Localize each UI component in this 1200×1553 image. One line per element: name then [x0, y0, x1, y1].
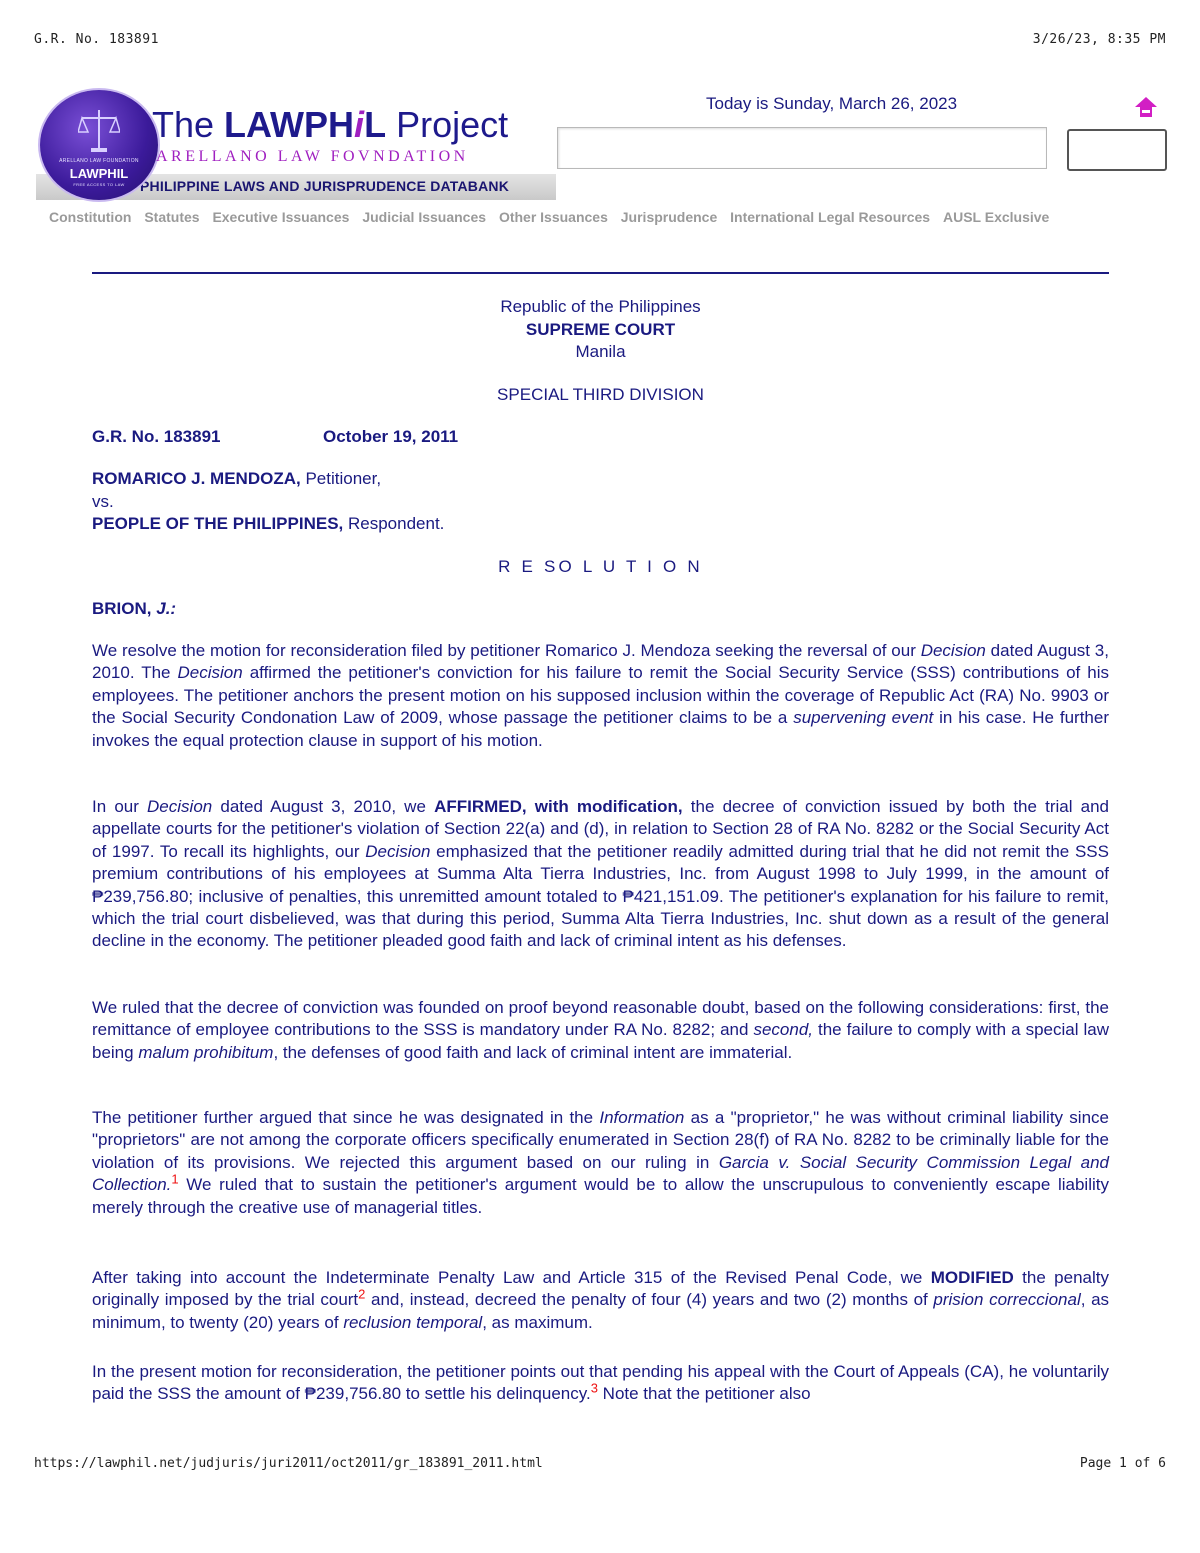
search-button[interactable]: [1067, 129, 1167, 171]
case-number-line: [92, 427, 459, 447]
databank-label: PHILIPPINE LAWS AND JURISPRUDENCE DATABANK: [140, 178, 510, 194]
text-run: the failure to comply with a special law being: [92, 1020, 1109, 1062]
italic-run: Decision: [147, 797, 213, 816]
footnote-link-1[interactable]: 1: [171, 1171, 179, 1187]
italic-run: Decision: [177, 663, 243, 683]
italic-run: Decision: [365, 841, 431, 861]
text-run: the decree of conviction issued by both the trial and appellate courts for the petitioner's violation of Section 22(a) and (d), in relation to Section 28 of RA No. 8282 or the Social Security Act of 1997. To recall its highlights, our: [92, 797, 1109, 861]
italic-run: reclusion temporal: [343, 1312, 483, 1332]
seal-foundation-text: ARELLANO LAW FOUNDATION: [59, 158, 139, 164]
petitioner-line: [92, 469, 381, 489]
nav-jurisprudence[interactable]: Jurisprudence: [620, 209, 718, 225]
gr-number: G.R. No. 183891: [92, 427, 221, 446]
decision-date: October 19, 2011: [323, 427, 459, 446]
print-header-timestamp: 3/26/23, 8:35 PM: [1032, 32, 1166, 47]
print-footer-url: https://lawphil.net/judjuris/juri2011/oct2011/gr_183891_2011.html: [34, 1456, 543, 1471]
republic-heading: Republic of the Philippines: [500, 297, 701, 316]
versus-line: vs.: [92, 492, 114, 511]
text-run: In our: [92, 797, 148, 816]
text-run: affirmed the petitioner's conviction for his failure to remit the Social Security Service (SSS) contributions of his employees. The petitioner anchors the present motion on his supposed inclusion within the coverage of Republic Act (RA) No. 9903 or the Social Security Condonation Law of 2009, whose passage the petitioner claims to be a: [92, 663, 1110, 728]
text-run: After taking into account the Indeterminate Penalty Law and Article 315 of the Revised Penal Code, we: [92, 1268, 931, 1287]
italic-run: malum prohibitum: [138, 1042, 274, 1062]
today-date: Today is Sunday, March 26, 2023: [706, 94, 958, 113]
text-run: in his case. He further invokes the equal protection clause in support of his motion.: [92, 708, 1110, 750]
text-run: the penalty originally imposed by the trial court: [92, 1268, 1109, 1310]
paragraph-decision-summary: [92, 796, 1109, 953]
seal-tagline-text: FREE ACCESS TO LAW: [73, 182, 125, 187]
italic-run: supervening event: [793, 708, 934, 728]
respondent-role: Respondent.: [343, 514, 445, 533]
seal-lawphil-text: LAWPHIL: [69, 166, 129, 181]
resolution-heading: R E SO L U T I O N: [498, 557, 703, 576]
print-footer-page: Page 1 of 6: [1079, 1456, 1166, 1471]
text-run: The petitioner further argued that since he was designated in the: [92, 1108, 600, 1127]
italic-run: Decision: [920, 641, 986, 660]
text-run: dated August 3, 2010. The: [92, 641, 1109, 683]
paragraph-proprietor-argument: [92, 1107, 1109, 1219]
scales-of-justice-icon: [78, 106, 120, 154]
petitioner-name: ROMARICO J. MENDOZA,: [92, 469, 301, 488]
respondent-line: [92, 514, 444, 534]
footnote-link-3[interactable]: 3: [590, 1380, 598, 1396]
main-nav: [49, 209, 1049, 225]
logo-title-suffix: Project: [386, 104, 509, 145]
logo-title-i: i: [354, 104, 365, 145]
paragraph-motion: [92, 640, 1109, 752]
city-heading: Manila: [575, 342, 626, 361]
text-run: We ruled that to sustain the petitioner's argument would be to allow the unscrupulous to conveniently escape liability merely through the creative use of managerial titles.: [92, 1175, 1109, 1217]
ponente-name: BRION,: [92, 599, 157, 618]
text-run: as a "proprietor," he was without criminal liability since "proprietors" are not among the corporate officers specifically enumerated in Section 28(f) of RA No. 8282 to be criminally liable for the violation of its provisions. We rejected this argument based on our ruling in: [92, 1108, 1109, 1172]
ponente-title: J.:: [156, 599, 177, 618]
logo-title-bold2: L: [364, 104, 387, 145]
bold-run: AFFIRMED, with modification,: [434, 797, 683, 816]
italic-run: prision correccional: [933, 1290, 1081, 1310]
nav-constitution[interactable]: Constitution: [49, 209, 132, 225]
text-run: , as maximum.: [482, 1312, 593, 1332]
paragraph-ruling-basis: [92, 997, 1109, 1064]
text-run: We resolve the motion for reconsideration filed by petitioner Romarico J. Mendoza seeking the reversal of our: [92, 641, 921, 660]
text-run: In the present motion for reconsideration, the petitioner points out that pending his appeal with the Court of Appeals (CA), he voluntarily paid the SSS the amount of ₱239,756.80 to settle his delinquency.: [92, 1362, 1109, 1404]
ponente-line: [92, 599, 176, 619]
logo-title-prefix: The: [152, 104, 225, 145]
print-header-title: G.R. No. 183891: [34, 32, 159, 47]
footnote-link-2[interactable]: 2: [358, 1286, 366, 1302]
logo-title: [152, 104, 508, 146]
text-run: We ruled that the decree of conviction was founded on proof beyond reasonable doubt, based on the following considerations: first, the remittance of employee contributions to the SSS is mandatory under RA No. 8282; and: [92, 998, 1109, 1040]
header-divider: [92, 272, 1109, 274]
search-input[interactable]: [557, 127, 1047, 169]
logo-subtitle: ARELLANO LAW FOVNDATION: [156, 148, 469, 165]
nav-other-issuances[interactable]: Other Issuances: [498, 209, 608, 225]
division-heading: SPECIAL THIRD DIVISION: [497, 385, 704, 404]
text-run: , the defenses of good faith and lack of criminal intent are immaterial.: [273, 1042, 793, 1062]
text-run: dated August 3, 2010, we: [212, 797, 435, 816]
paragraph-present-motion: [92, 1361, 1109, 1406]
italic-run: Information: [599, 1108, 685, 1127]
italic-run: Garcia v. Social Security Commission Legal and Collection.: [92, 1152, 1110, 1195]
respondent-name: PEOPLE OF THE PHILIPPINES,: [92, 514, 344, 533]
lawphil-banner[interactable]: [36, 88, 556, 200]
home-icon[interactable]: [1134, 96, 1158, 118]
lawphil-seal-logo: [40, 90, 158, 200]
text-run: emphasized that the petitioner readily admitted during trial that he did not remit the SSS premium contributions of his employees at Summa Alta Tierra Industries, Inc. from August 1998 to July 1999, in the amount of ₱239,756.80; inclusive of penalties, this unremitted amount totaled to ₱421,151.09. The petitioner's explanation for his failure to remit, which the trial court disbelieved, was that during this period, Summa Alta Tierra Industries, Inc. shut down as a result of the general decline in the economy. The petitioner pleaded good faith and lack of criminal intent as his defenses.: [92, 841, 1109, 951]
nav-international-legal-resources[interactable]: International Legal Resources: [730, 209, 931, 225]
bold-run: MODIFIED: [930, 1268, 1014, 1287]
nav-judicial-issuances[interactable]: Judicial Issuances: [362, 209, 487, 225]
petitioner-role: Petitioner,: [300, 469, 382, 488]
text-run: , as minimum, to twenty (20) years of: [92, 1290, 1110, 1332]
nav-executive-issuances[interactable]: Executive Issuances: [212, 209, 350, 225]
nav-statutes[interactable]: Statutes: [144, 209, 200, 225]
paragraph-penalty: [92, 1267, 1109, 1334]
italic-run: second,: [753, 1020, 813, 1040]
nav-ausl-exclusive[interactable]: AUSL Exclusive: [942, 209, 1050, 225]
text-run: Note that the petitioner also: [597, 1384, 811, 1404]
logo-title-bold: LAWPH: [224, 104, 355, 145]
supreme-court-heading: SUPREME COURT: [525, 320, 676, 339]
text-run: and, instead, decreed the penalty of four (4) years and two (2) months of: [365, 1290, 934, 1310]
